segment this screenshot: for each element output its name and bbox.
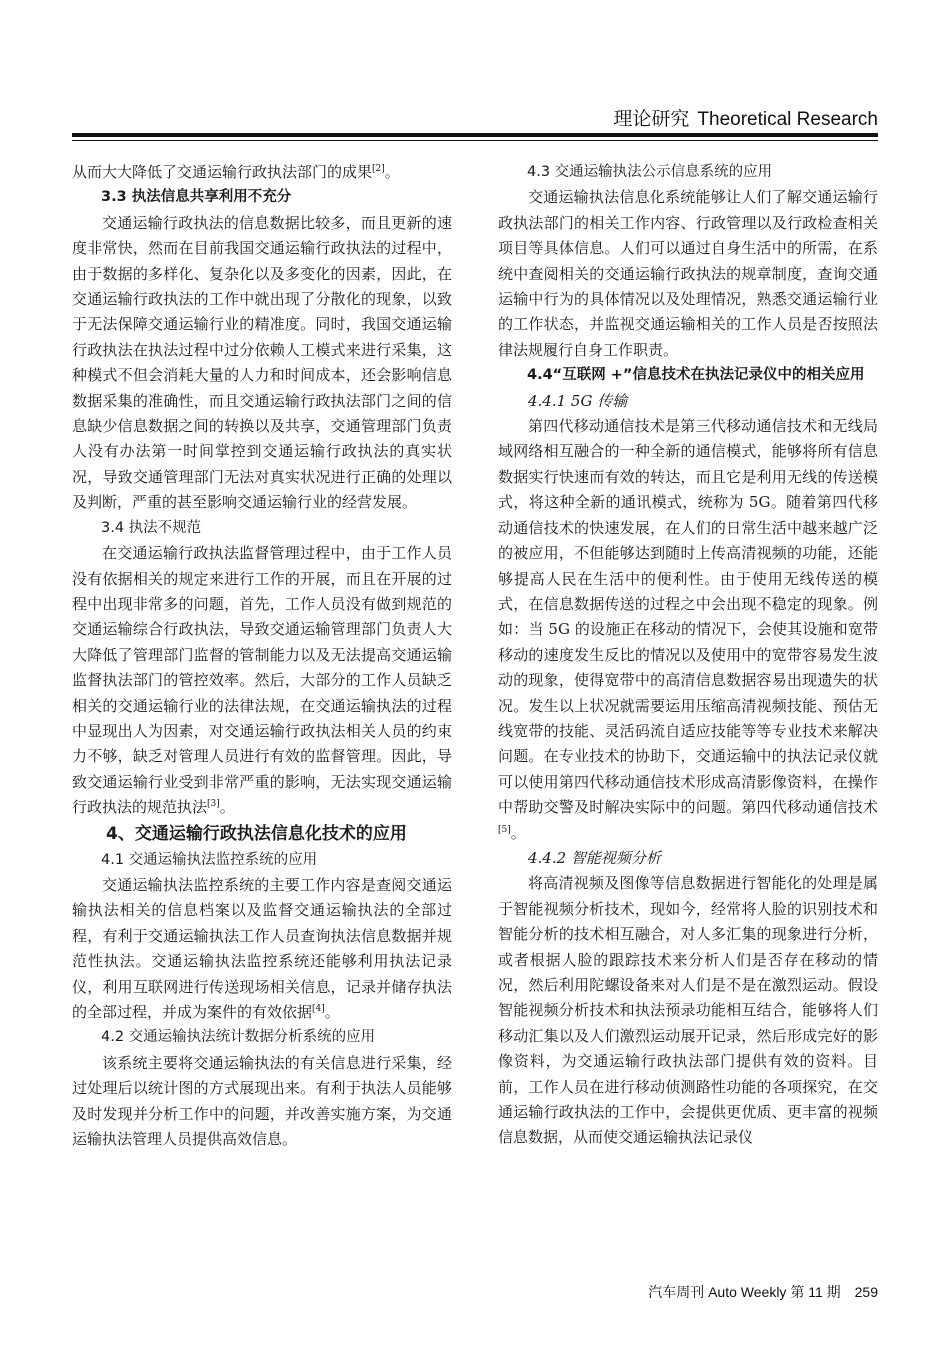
paragraph-3-3: 交通运输行政执法的信息数据比较多，而且更新的速度非常快，然而在目前我国交通运输行政执法的过程中，由于数据的多样化、复杂化以及多变化的因素，因此，在交通运输行政执法的工作中就出现了分散化的现象，以致于无法保障交通运输行业的精准度。同时，我国交通运输行政执法在执法过程中过分依赖人工模式来进行采集，这种模式不但会消耗大量的人力和时间成本，还会影响信息数据采集的准确性，而且交通运输行政执法部门之间的信息缺少信息数据之间的转换以及共享，交通管理部门负责人没有办法第一时间掌控到交通运输行政执法的真实状况，导致交通管理部门无法对真实状况进行正确的处理以及判断，严重的甚至影响交通运输行业的经营发展。 — [72, 213, 452, 512]
heading-4-4: 4.4“互联网 +”信息技术在执法记录仪中的相关应用 — [527, 367, 865, 384]
heading-4-4-1: 4.4.1 5G 传输 — [528, 391, 628, 410]
page-footer — [648, 1282, 878, 1302]
page-number: 259 — [854, 1284, 878, 1300]
heading-4-3: 4.3 交通运输执法公示信息系统的应用 — [527, 164, 773, 180]
right-column — [498, 160, 878, 1151]
paragraph-4-4-1: 第四代移动通信技术是第三代移动通信技术和无线局域网络相互融合的一种全新的通信模式，能够将所有信息数据实行快速而有效的转达，而且它是利用无线的传送模式，将这种全新的通讯模式，统称为 5G。随着第四代移动通信技术的快速发展，在人们的日常生活中越来越广泛的被应用，不但能够达到随时上传高清视频的功能，还能够提高人民在生活中的便利性。由于使用无线传送的模式，在信息数据传送的过程之中会出现不稳定的现象。例如：当 5G 的设施正在移动的情况下，会使其设施和宽带移动的速度发生反比的情况以及使用中的宽带容易发生波动的现象，使得宽带中的高清信息数据容易出现遗失的状况。发生以上状况就需要运用压缩高清视频技能、预估无线宽带的技能、灵活码流自适应技能等等专业技术来解决问题。在专业技术的协助下，交通运输中的执法记录仪就可以使用第四代移动通信技术形成高清影像资料，在操作中帮助交警及时解决实际中的问题。第四代移动通信技术[5]。 — [498, 417, 878, 842]
citation-ref: [2] — [372, 164, 385, 174]
citation-ref: [5] — [498, 824, 511, 835]
header-section-en: Theoretical Research — [697, 109, 878, 130]
paragraph-4-1: 交通运输执法监控系统的主要工作内容是查阅交通运输执法相关的信息档案以及监督交通运输执法的全部过程，有利于交通运输执法工作人员查询执法信息数据并规范性执法。交通运输执法监控系统还能够利用执法记录仪，利用互联网进行传送现场相关信息，记录并储存执法的全部过程，并成为案件的有效依据[4]。 — [72, 875, 452, 1021]
paragraph-4-4-2: 将高清视频及图像等信息数据进行智能化的处理是属于智能视频分析技术，现如今，经常将人脸的识别技术和智能分析的技术相互融合，对人多汇集的现象进行分析，或者根据人脸的跟踪技术来分析人们是否存在移动的情况，然后利用陀螺设备来对人们是不是在激烈运动。假设智能视频分析技术和执法预录功能相互结合，能够将人们移动汇集以及人们激烈运动展开记录，然后形成完好的影像资料，为交通运输行政执法部门提供有效的资料。目前，工作人员在进行移动侦测路性功能的各项探究，在交通运输行政执法的工作中，会提供更优质、更丰富的视频信息数据，从而使交通运输执法记录仪 — [498, 874, 878, 1147]
header-rule-thick — [72, 133, 878, 137]
left-column — [72, 160, 452, 1152]
paragraph-3-4: 在交通运输行政执法监督管理过程中，由于工作人员没有依据相关的规定来进行工作的开展，而且在开展的过程中出现非常多的问题，首先，工作人员没有做到规范的交通运输综合行政执法，导致交通运输管理部门负责人大大降低了管理部门监督的管制能力以及无法提高交通运输监督执法部门的管控效率。然后，大部分的工作人员缺乏相关的交通运输行业的法律法规，在交通运输执法的过程中显现出人为因素，对交通运输行政执法相关人员的约束力不够，缺乏对管理人员进行有效的监督管理。因此，导致交通运输行业受到非常严重的影响，无法实现交通运输行政执法的规范执法[3]。 — [72, 544, 452, 817]
heading-3-4: 3.4 执法不规范 — [101, 519, 202, 536]
citation-ref: [3] — [207, 799, 220, 810]
header-rule-thin — [72, 140, 878, 141]
paragraph-4-3: 交通运输执法信息化系统能够让人们了解交通运输行政执法部门的相关工作内容、行政管理以及行政检查相关项目等具体信息。人们可以通过自身生活中的所需，在系统中查阅相关的交通运输行政执法的规章制度，查询交通运输中行为的具体情况以及处理情况，熟悉交通运输行业的工作状态，并监视交通运输相关的工作人员是否按照法律法规履行自身工作职责。 — [498, 188, 878, 359]
heading-4-2: 4.2 交通运输执法统计数据分析系统的应用 — [101, 1029, 376, 1046]
footer-issue: 第 11 期 — [790, 1284, 841, 1300]
running-header — [613, 104, 878, 131]
paragraph-continued: 从而大大降低了交通运输行政执法部门的成果[2]。 — [72, 163, 400, 181]
header-section-cn: 理论研究 — [613, 109, 690, 130]
heading-4-4-2: 4.4.2 智能视频分析 — [528, 848, 661, 867]
paragraph-4-2: 该系统主要将交通运输执法的有关信息进行采集，经过处理后以统计图的方式展现出来。有利于执法人员能够及时发现并分析工作中的问题，并改善实施方案，为交通运输执法管理人员提供高效信息。 — [72, 1053, 452, 1149]
footer-journal-cn: 汽车周刊 — [648, 1284, 705, 1300]
heading-4: 4、交通运输行政执法信息化技术的应用 — [106, 823, 407, 844]
citation-ref: [4] — [312, 1004, 325, 1014]
heading-4-1: 4.1 交通运输执法监控系统的应用 — [101, 851, 318, 868]
footer-journal-en: Auto Weekly — [708, 1284, 787, 1300]
heading-3-3: 3.3 执法信息共享利用不充分 — [101, 189, 292, 206]
